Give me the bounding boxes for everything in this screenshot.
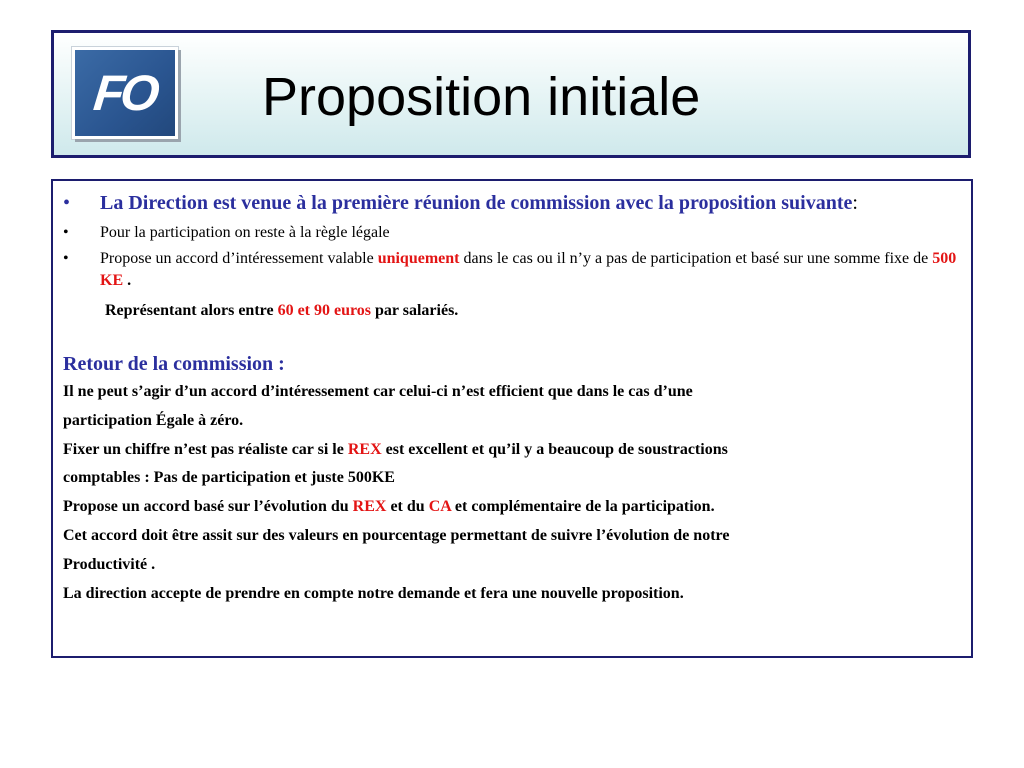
rex-term: REX [347,440,382,458]
retour-heading: Retour de la commission : [63,353,285,375]
retour-line: Productivité . [63,555,156,573]
bullet-participation-rule [63,222,959,244]
bullet-interessement-offer [63,248,959,292]
retour-line: La direction accepte de prendre en compte notre demande et fera une nouvelle proposition. [63,584,684,602]
retour-line-proposal [63,493,959,522]
bullet-direction-proposal [63,189,959,218]
offer-amount: 500 KE [100,250,957,289]
title-banner [51,30,971,158]
bullet-dot: • [63,250,69,267]
rex-text-post: est excellent et qu’il y a beaucoup de soustractions [381,440,728,458]
rex-term: REX [352,498,387,516]
bullet-dot: • [63,224,69,241]
fo-logo [72,47,178,139]
rex-text-pre: Fixer un chiffre n’est pas réaliste car si le [63,440,348,458]
offer-text-post: . [123,272,132,289]
bullet-direction-colon: : [852,192,858,214]
representing-line [63,300,959,322]
retour-paragraphs [63,378,959,608]
proposal-text-post: et complémentaire de la participation. [450,498,715,516]
rep-text-pre: Représentant alors entre [105,302,278,319]
proposal-text-pre: Propose un accord basé sur l’évolution du [63,498,353,516]
rep-text-post: par salariés. [371,302,459,319]
proposal-text-mid: et du [386,498,429,516]
offer-text-pre: Propose un accord d’intéressement valable [100,250,378,267]
fo-logo-text: FO [91,65,159,121]
retour-line: participation Égale à zéro. [63,411,244,429]
retour-line: Cet accord doit être assit sur des valeurs en pourcentage permettant de suivre l’évolution de notre [63,526,730,544]
bullet-direction-text: La Direction est venue à la première réunion de commission avec la proposition suivante [100,192,853,214]
offer-text-mid: dans le cas ou il n’y a pas de participation et basé sur une somme fixe de [459,250,933,267]
slide-title: Proposition initiale [262,67,701,127]
bullet-participation-text: Pour la participation on reste à la règle légale [100,224,390,241]
retour-line: comptables : Pas de participation et juste 500KE [63,469,395,487]
ca-term: CA [428,498,451,516]
bullet-dot: • [63,192,71,214]
retour-line: Il ne peut s’agir d’un accord d’intéressement car celui-ci n’est efficient que dans le cas d’une [63,383,693,400]
rep-amount-range: 60 et 90 euros [277,302,372,319]
retour-line-rex [63,436,959,465]
offer-emphasis-uniquement: uniquement [377,250,460,267]
content-panel [51,179,973,658]
